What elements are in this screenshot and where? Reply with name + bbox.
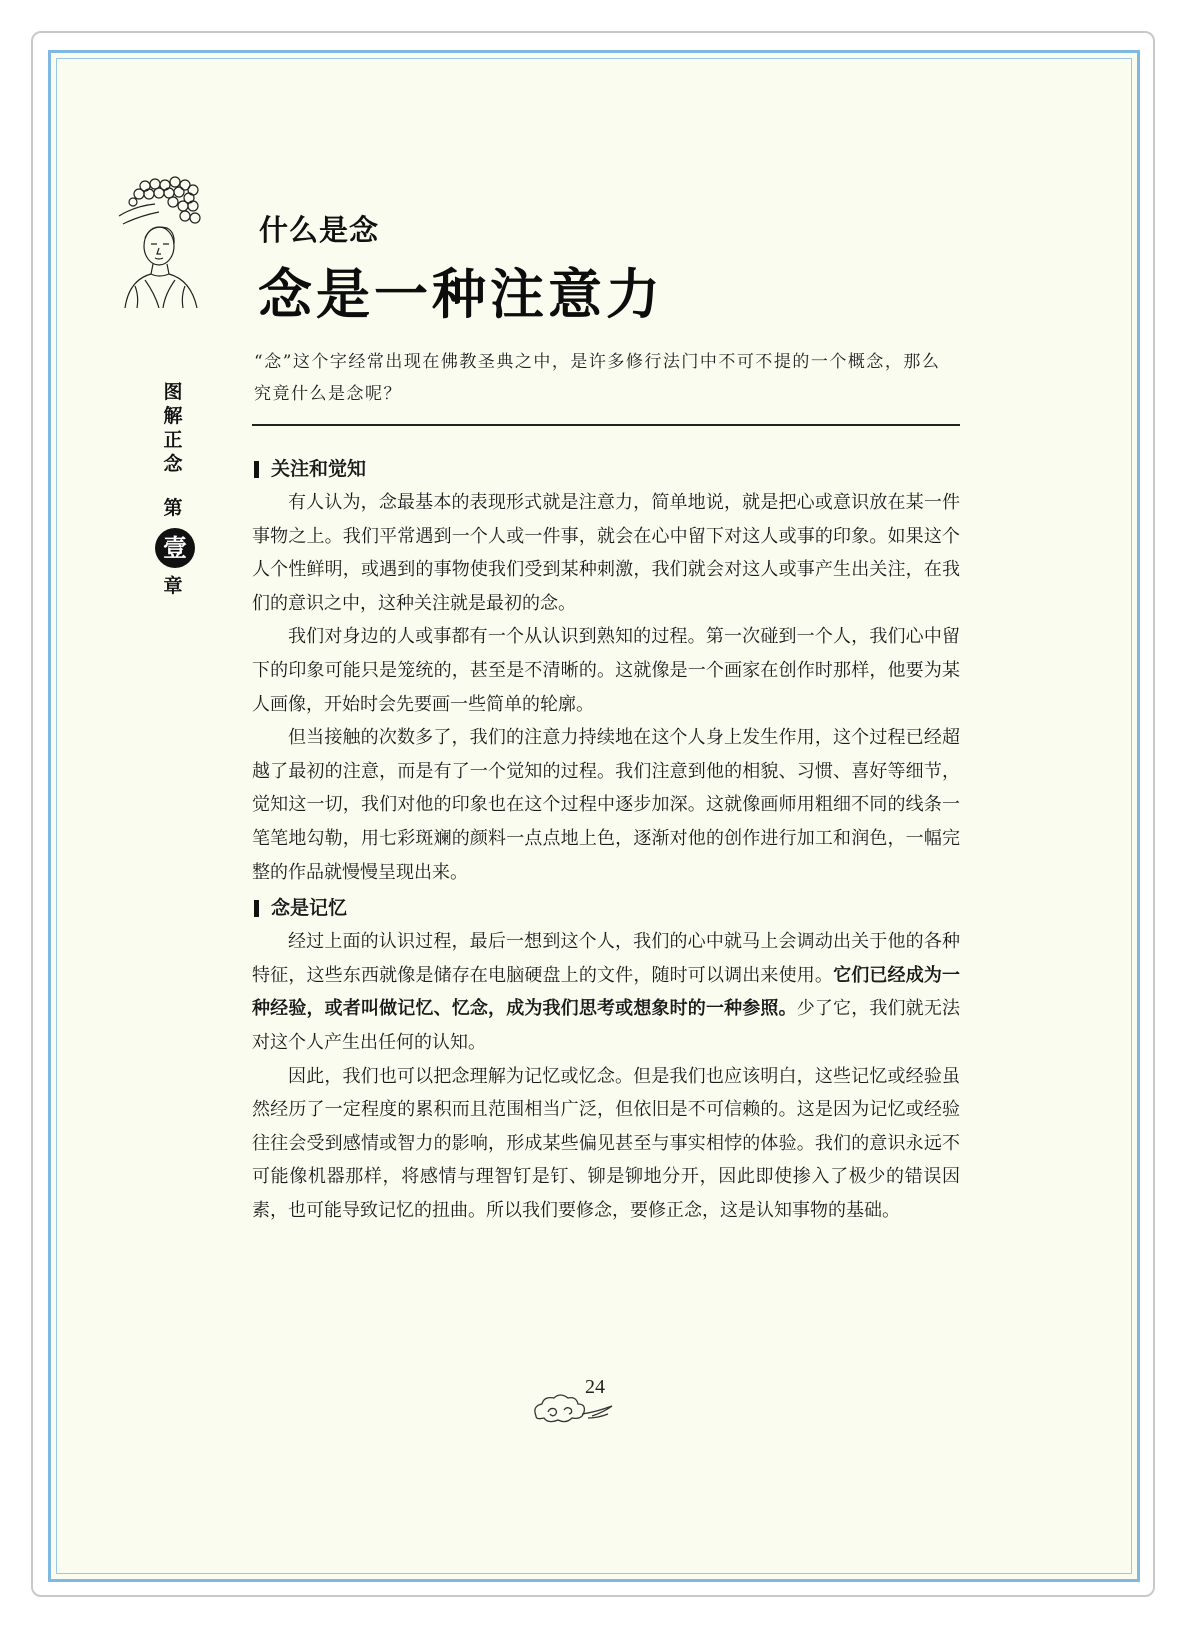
chapter-side-label xyxy=(155,380,191,598)
section-heading xyxy=(252,891,960,925)
body-paragraph: 我们对身边的人或事都有一个从认识到熟知的过程。第一次碰到一个人，我们心中留下的印象可能只是笼统的，甚至是不清晰的。这就像是一个画家在创作时那样，他要为某人画像，开始时会先要画一些简单的轮廓。 xyxy=(252,626,960,715)
paragraph-text: 少了它，我们就无法对这个人产生出任何的认知。 xyxy=(252,998,960,1053)
heading-marker xyxy=(254,461,259,478)
cloud-ornament-icon xyxy=(530,1390,620,1430)
page-number: 24 xyxy=(585,1376,605,1398)
book-title-char: 正 xyxy=(163,429,183,451)
body-paragraph: 但当接触的次数多了，我们的注意力持续地在这个人身上发生作用，这个过程已经超越了最初的注意，而是有了一个觉知的过程。我们注意到他的相貌、习惯、喜好等细节，觉知这一切，我们对他的印象也在这个过程中逐步加深。这就像画师用粗细不同的线条一笔笔地勾勒，用七彩斑斓的颜料一点点地上色，逐渐对他的创作进行加工和润色，一幅完整的作品就慢慢呈现出来。 xyxy=(252,727,960,883)
section-heading-text: 关注和觉知 xyxy=(271,458,367,480)
section-subtitle: 什么是念 xyxy=(259,213,380,247)
article-body xyxy=(252,450,960,1227)
page-title: 念是一种注意力 xyxy=(258,263,664,326)
divider-rule xyxy=(252,424,960,426)
intro-paragraph: “念”这个字经常出现在佛教圣典之中，是许多修行法门中不可不提的一个概念，那么究竟什么是念呢？ xyxy=(254,352,941,404)
section-heading xyxy=(252,452,960,486)
book-title-char: 解 xyxy=(163,405,183,427)
book-title-char: 念 xyxy=(163,453,183,475)
body-paragraph: 有人认为，念最基本的表现形式就是注意力，简单地说，就是把心或意识放在某一件事物之上。我们平常遇到一个人或一件事，就会在心中留下对这人或事的印象。如果这个人个性鲜明，或遇到的事物使我们受到某种刺激，我们就会对这人或事产生出关注，在我们的意识之中，这种关注就是最初的念。 xyxy=(252,492,960,614)
chapter-prefix: 第 xyxy=(163,497,183,519)
section-heading-text: 念是记忆 xyxy=(271,897,348,920)
body-paragraph: 因此，我们也可以把念理解为记忆或忆念。但是我们也应该明白，这些记忆或经验虽然经历了一定程度的累积而且范围相当广泛，但依旧是不可信赖的。这是因为记忆或经验往往会受到感情或智力的影响，形成某些偏见甚至与事实相悖的体验。我们的意识永远不可能像机器那样，将感情与理智钉是钉、铆是铆地分开，因此即使掺入了极少的错误因素，也可能导致记忆的扭曲。所以我们要修念，要修正念，这是认知事物的基础。 xyxy=(252,1065,960,1221)
heading-marker xyxy=(254,900,259,917)
chapter-suffix: 章 xyxy=(163,575,183,597)
book-title-char: 图 xyxy=(163,381,183,403)
body-paragraph xyxy=(252,925,960,1059)
paragraph-text: 经过上面的认识过程，最后一想到这个人，我们的心中就马上会调动出关于他的各种特征，这些东西就像是储存在电脑硬盘上的文件，随时可以调出来使用。 xyxy=(252,931,960,986)
portrait-illustration xyxy=(115,176,201,308)
chapter-number-badge: 壹 xyxy=(155,528,195,568)
emphasized-text: 它们已经成为一种经验，或者叫做记忆、忆念，成为我们思考或想象时的一种参照。 xyxy=(252,964,961,1020)
